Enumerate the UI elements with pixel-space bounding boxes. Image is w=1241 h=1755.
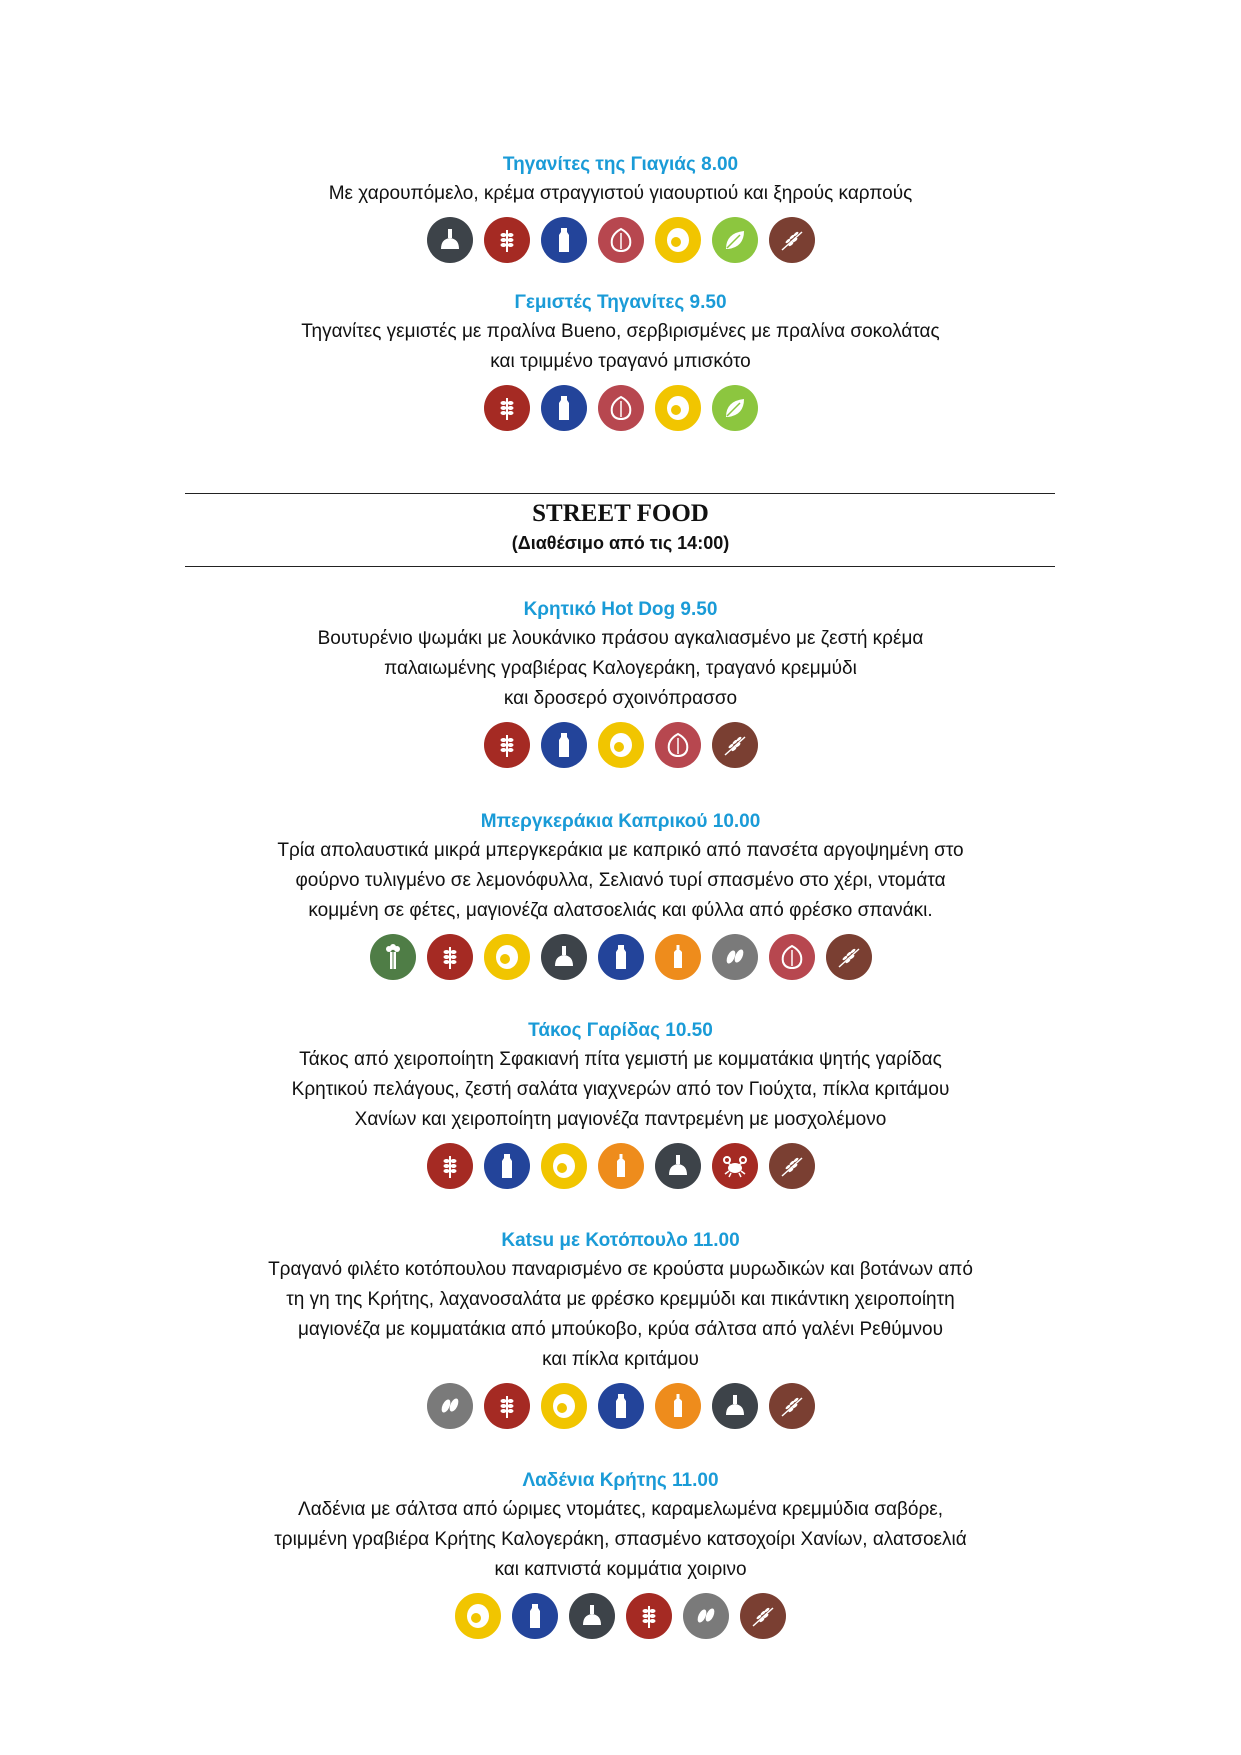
sesame-icon <box>712 934 758 980</box>
milk-icon <box>541 217 587 263</box>
sesame-icon <box>427 1383 473 1429</box>
menu-item-title: Τηγανίτες της Γιαγιάς 8.00 <box>502 154 739 175</box>
menu-item-description: Τρία απολαυστικά μικρά μπεργκεράκια με καπρικό από πανσέτα αργοψημένη στο φούρνο τυλιγμένο σε λεμονόφυλλα, Σελιανό τυρί σπασμένο στο χέρι, ντομάτα κομμένη σε φέτες, μαγιονέζα αλατσοελιάς και φύλλα από φρέσκο σπανάκι. <box>277 840 964 921</box>
egg-icon <box>655 385 701 431</box>
egg-icon <box>598 722 644 768</box>
egg-icon <box>484 934 530 980</box>
milk-icon <box>598 1383 644 1429</box>
crustacean-icon <box>712 1143 758 1189</box>
menu-item-description: Λαδένια με σάλτσα από ώριμες ντομάτες, καραμελωμένα κρεμμύδια σαβόρε, τριμμένη γραβιέρα Κρήτης Καλογεράκη, σπασμένο κατσοχοίρι Χανίων, αλατσοελιά και καπνιστά κομμάτια χοιρινο <box>274 1499 967 1580</box>
mustard-icon <box>598 1143 644 1189</box>
egg-icon <box>541 1143 587 1189</box>
lupin-icon <box>427 217 473 263</box>
section-divider-bottom <box>185 566 1055 567</box>
menu-item-description: Βουτυρένιο ψωμάκι με λουκάνικο πράσου αγκαλιασμένο με ζεστή κρέμα παλαιωμένης γραβιέρας Καλογεράκη, τραγανό κρεμμύδι και δροσερό σχοινόπρασσο <box>317 628 924 709</box>
gluten-icon <box>427 1143 473 1189</box>
section-title: STREET FOOD <box>532 500 709 527</box>
allergen-icons <box>0 1593 1241 1639</box>
section-divider-top <box>185 493 1055 494</box>
menu-item-title: Γεμιστές Τηγανίτες 9.50 <box>514 292 727 313</box>
allergen-icons <box>0 1383 1241 1429</box>
allergen-icons <box>0 385 1241 431</box>
menu-item-title: Katsu με Κοτόπουλο 11.00 <box>501 1230 740 1251</box>
soy-icon <box>712 217 758 263</box>
wheat-icon <box>712 722 758 768</box>
milk-icon <box>541 385 587 431</box>
gluten-icon <box>427 934 473 980</box>
gluten-icon <box>484 722 530 768</box>
egg-icon <box>541 1383 587 1429</box>
allergen-icons <box>0 1143 1241 1189</box>
egg-icon <box>655 217 701 263</box>
menu-item-title: Κρητικό Hot Dog 9.50 <box>523 599 718 620</box>
menu-item <box>0 1017 1241 1189</box>
lupin-icon <box>541 934 587 980</box>
lupin-icon <box>569 1593 615 1639</box>
menu-item <box>0 1467 1241 1639</box>
soy-icon <box>712 385 758 431</box>
mustard-icon <box>655 1383 701 1429</box>
milk-icon <box>512 1593 558 1639</box>
menu-item <box>0 151 1241 263</box>
menu-item-title: Λαδένια Κρήτης 11.00 <box>522 1470 719 1491</box>
menu-item <box>0 1227 1241 1429</box>
section-header <box>0 498 1241 556</box>
sesame-icon <box>683 1593 729 1639</box>
wheat-icon <box>769 217 815 263</box>
menu-item-title: Μπεργκεράκια Καπρικού 10.00 <box>480 811 761 832</box>
allergen-icons <box>0 722 1241 768</box>
gluten-icon <box>626 1593 672 1639</box>
wheat-icon <box>826 934 872 980</box>
menu-item-description: Τηγανίτες γεμιστές με πραλίνα Bueno, σερβιρισμένες με πραλίνα σοκολάτας και τριμμένο τραγανό μπισκότο <box>301 321 940 372</box>
celery-icon <box>370 934 416 980</box>
milk-icon <box>598 934 644 980</box>
menu-item-title: Τάκος Γαρίδας 10.50 <box>528 1020 713 1041</box>
nuts-icon <box>655 722 701 768</box>
nuts-icon <box>598 385 644 431</box>
allergen-icons <box>0 934 1241 980</box>
gluten-icon <box>484 385 530 431</box>
gluten-icon <box>484 1383 530 1429</box>
menu-item-description: Τάκος από χειροποίητη Σφακιανή πίτα γεμιστή με κομματάκια ψητής γαρίδας Κρητικού πελάγους, ζεστή σαλάτα γιαχνερών από τον Γιούχτα, πίκλα κριτάμου Χανίων και χειροποίητη μαγιονέζα παντρεμένη με μοσχολέμονο <box>291 1049 950 1130</box>
menu-item-description: Τραγανό φιλέτο κοτόπουλου παναρισμένο σε κρούστα μυρωδικών και βοτάνων από τη γη της Κρήτης, λαχανοσαλάτα με φρέσκο κρεμμύδι και πικάντικη χειροποίητη μαγιονέζα με κομματάκια από μπούκοβο, κρύα σάλτσα από γαλένι Ρεθύμνου και πίκλα κριτάμου <box>268 1259 973 1370</box>
milk-icon <box>541 722 587 768</box>
lupin-icon <box>712 1383 758 1429</box>
menu-item <box>0 596 1241 768</box>
nuts-icon <box>769 934 815 980</box>
menu-item <box>0 289 1241 431</box>
gluten-icon <box>484 217 530 263</box>
milk-icon <box>484 1143 530 1189</box>
nuts-icon <box>598 217 644 263</box>
menu-item-description: Με χαρουπόμελο, κρέμα στραγγιστού γιαουρτιού και ξηρούς καρπούς <box>328 183 913 204</box>
mustard-icon <box>655 934 701 980</box>
menu-item <box>0 808 1241 980</box>
allergen-icons <box>0 217 1241 263</box>
wheat-icon <box>769 1383 815 1429</box>
section-subtitle: (Διαθέσιμο από τις 14:00) <box>511 533 730 553</box>
egg-icon <box>455 1593 501 1639</box>
wheat-icon <box>769 1143 815 1189</box>
wheat-icon <box>740 1593 786 1639</box>
lupin-icon <box>655 1143 701 1189</box>
